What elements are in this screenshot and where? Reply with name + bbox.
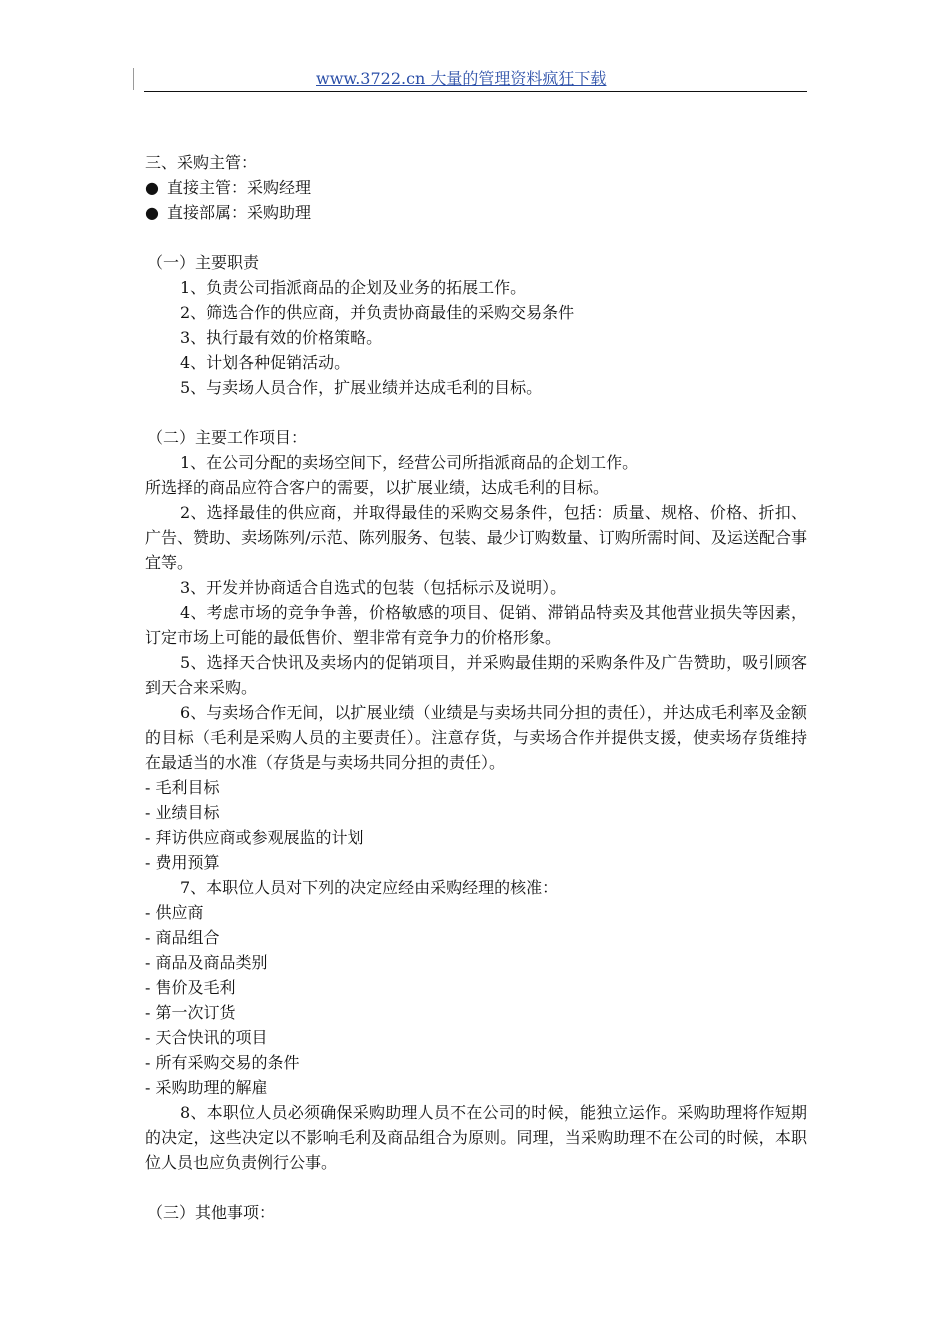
list-item: - 第一次订货	[145, 1003, 236, 1022]
bullet-text: 直接主管：采购经理	[167, 178, 312, 197]
list-item: - 采购助理的解雇	[145, 1078, 268, 1097]
duty-item: 1、负责公司指派商品的企划及业务的拓展工作。	[180, 278, 527, 297]
section-title: 三、采购主管：	[145, 153, 258, 172]
list-item: - 天合快讯的项目	[145, 1028, 268, 1047]
list-item: - 售价及毛利	[145, 978, 236, 997]
work-item-3: 3、开发并协商适合自选式的包装（包括标示及说明）。	[180, 578, 567, 597]
list-item: - 商品组合	[145, 928, 220, 947]
duty-item: 4、计划各种促销活动。	[180, 353, 351, 372]
duty-item: 2、筛选合作的供应商，并负责协商最佳的采购交易条件	[180, 303, 575, 322]
work-item-4: 4、考虑市场的竞争争善，价格敏感的项目、促销、滞销品特卖及其他营业损失等因素，订定市场上可能的最低售价、塑非常有竞争力的价格形象。	[145, 603, 807, 647]
work-item-8: 8、本职位人员必须确保采购助理人员不在公司的时候，能独立运作。采购助理将作短期的决定，这些决定以不影响毛利及商品组合为原则。同理，当采购助理不在公司的时候，本职位人员也应负责例行公事。	[145, 1103, 807, 1172]
work-item-6: 6、与卖场合作无间，以扩展业绩（业绩是与卖场共同分担的责任），并达成毛利率及金额的目标（毛利是采购人员的主要责任）。注意存货，与卖场合作并提供支援，使卖场存货维持在最适当的水准（存货是与卖场共同分担的责任）。	[145, 703, 807, 772]
spacer	[145, 400, 807, 425]
bullet-dot-icon: ●	[145, 203, 159, 222]
duty-item: 3、执行最有效的价格策略。	[180, 328, 383, 347]
duty-item: 5、与卖场人员合作，扩展业绩并达成毛利的目标。	[180, 378, 543, 397]
work-item-1-continued: 所选择的商品应符合客户的需要，以扩展业绩，达成毛利的目标。	[145, 478, 610, 497]
bullet-dot-icon: ●	[145, 178, 159, 197]
spacer	[145, 1175, 807, 1200]
bullet-direct-subordinate	[145, 200, 807, 225]
page-corner-mark	[133, 68, 134, 90]
work-heading: （二）主要工作项目：	[147, 428, 308, 447]
work-item-2: 2、选择最佳的供应商，并取得最佳的采购交易条件，包括：质量、规格、价格、折扣、广告、赞助、卖场陈列/示范、陈列服务、包装、最少订购数量、订购所需时间、及运送配合事宜等。	[145, 503, 807, 572]
list-item: - 商品及商品类别	[145, 953, 268, 972]
work-item-1: 1、在公司分配的卖场空间下，经营公司所指派商品的企划工作。	[180, 453, 639, 472]
list-item: - 拜访供应商或参观展监的计划	[145, 828, 364, 847]
bullet-text: 直接部属：采购助理	[167, 203, 312, 222]
duties-heading: （一）主要职责	[147, 253, 260, 272]
other-heading: （三）其他事项：	[147, 1203, 276, 1222]
list-item: - 所有采购交易的条件	[145, 1053, 300, 1072]
list-item: - 业绩目标	[145, 803, 220, 822]
list-item: - 毛利目标	[145, 778, 220, 797]
list-item: - 费用预算	[145, 853, 220, 872]
bullet-direct-supervisor	[145, 175, 807, 200]
spacer	[145, 225, 807, 250]
list-item: - 供应商	[145, 903, 204, 922]
header-site-link[interactable]: www.3722.cn 大量的管理资料疯狂下载	[316, 69, 607, 88]
work-item-7: 7、本职位人员对下列的决定应经由采购经理的核准：	[180, 878, 559, 897]
work-item-5: 5、选择天合快讯及卖场内的促销项目，并采购最佳期的采购条件及广告赞助，吸引顾客到天合来采购。	[145, 653, 807, 697]
header-rule	[144, 91, 807, 92]
document-body	[145, 150, 807, 1225]
